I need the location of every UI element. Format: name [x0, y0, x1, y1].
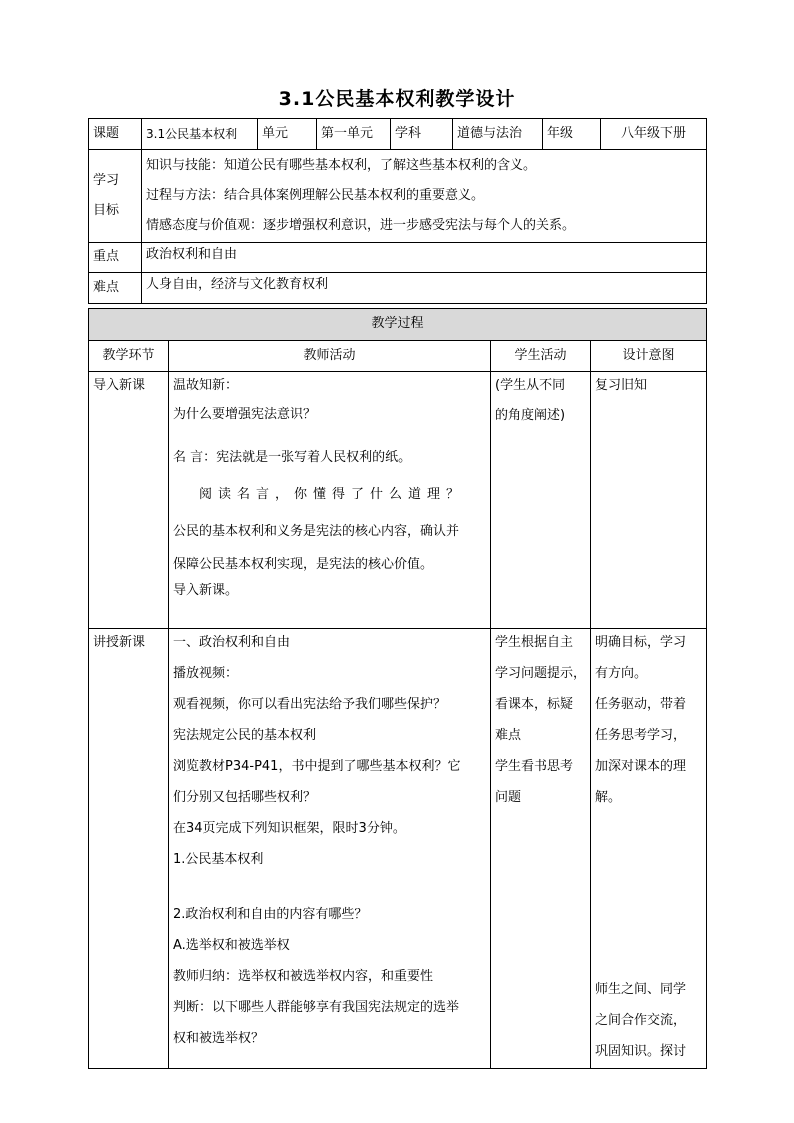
- key-point-value: 政治权利和自由: [142, 243, 707, 273]
- intro-student-line: (学生从不同: [495, 378, 566, 393]
- grade-value: 八年级下册: [601, 119, 707, 150]
- lecture-teacher-line: 在34页完成下列知识框架，限时3分钟。: [173, 821, 406, 836]
- intro-student: [491, 372, 591, 629]
- goals-row: [89, 150, 707, 243]
- lecture-teacher-line: 教师归纳：选举权和被选举权内容，和重要性: [173, 969, 434, 984]
- process-columns-row: [89, 341, 707, 372]
- intro-student-line: 的角度阐述): [495, 408, 566, 423]
- lecture-intent-line: 师生之间、同学: [595, 982, 687, 997]
- column-header: 学生活动: [491, 341, 591, 372]
- subject-label: 学科: [391, 119, 453, 150]
- info-header-row: [89, 119, 707, 150]
- unit-label: 单元: [258, 119, 317, 150]
- lecture-student: [491, 629, 591, 1069]
- lecture-teacher-line: 权和被选举权？: [173, 1031, 265, 1046]
- course-value: 3.1公民基本权利: [142, 119, 258, 150]
- key-point-label: 重点: [89, 243, 142, 273]
- goals-label-line-1: 学习: [93, 173, 120, 188]
- lecture-teacher: [169, 629, 491, 1069]
- lecture-intent-line: 解。: [595, 790, 622, 805]
- lecture-intent-line: 之间合作交流，: [595, 1013, 687, 1028]
- lecture-teacher-line: 一、政治权利和自由: [173, 635, 291, 650]
- lecture-teacher-line: 判断：以下哪些人群能够享有我国宪法规定的选举: [173, 1000, 460, 1015]
- lecture-teacher-line: 播放视频：: [173, 666, 239, 681]
- key-point-row: [89, 243, 707, 273]
- lecture-teacher-line: A.选举权和被选举权: [173, 938, 290, 953]
- lecture-teacher-line: 1.公民基本权利: [173, 852, 264, 867]
- intro-teacher-line: 为什么要增强宪法意识？: [173, 407, 317, 422]
- intro-teacher-line: 温故知新：: [173, 378, 239, 393]
- subject-value: 道德与法治: [453, 119, 543, 150]
- lecture-student-line: 学生看书思考: [495, 759, 574, 774]
- process-heading-row: [89, 309, 707, 341]
- lecture-teacher-line: 浏览教材P34-P41，书中提到了哪些基本权利？它: [173, 759, 461, 774]
- lecture-student-line: 问题: [495, 790, 522, 805]
- course-label: 课题: [89, 119, 142, 150]
- difficulty-value: 人身自由，经济与文化教育权利: [142, 273, 707, 304]
- goals-content: [142, 150, 707, 243]
- intro-row: [89, 372, 707, 629]
- column-header: 教师活动: [169, 341, 491, 372]
- goals-label: [89, 150, 142, 243]
- lecture-row: [89, 629, 707, 1069]
- intro-teacher: [169, 372, 491, 629]
- lecture-teacher-line: 们分别又包括哪些权利？: [173, 790, 317, 805]
- unit-value: 第一单元: [317, 119, 391, 150]
- column-header: 教学环节: [89, 341, 169, 372]
- document-title: 3.1公民基本权利教学设计: [278, 88, 516, 110]
- lecture-intent-line: 任务思考学习，: [595, 728, 687, 743]
- grade-label: 年级: [543, 119, 601, 150]
- lecture-student-line: 学习问题提示，: [495, 666, 587, 681]
- intro-teacher-line: 公民的基本权利和义务是宪法的核心内容，确认并: [173, 524, 460, 539]
- goals-label-line-2: 目标: [93, 203, 120, 218]
- intro-teacher-line: 阅读名言，你懂得了什么道理？: [199, 487, 466, 502]
- lecture-intent-line: 加深对课本的理: [595, 759, 687, 774]
- lecture-intent-line: 任务驱动，带着: [595, 697, 687, 712]
- intro-teacher-line: 导入新课。: [173, 583, 239, 598]
- process-heading: 教学过程: [89, 309, 707, 341]
- difficulty-row: [89, 273, 707, 304]
- lecture-student-line: 难点: [495, 728, 522, 743]
- goal-line: 知识与技能：知道公民有哪些基本权利，了解这些基本权利的含义。: [146, 158, 537, 173]
- intro-intent: [591, 372, 707, 629]
- lecture-intent: [591, 629, 707, 1069]
- lecture-intent-line: 明确目标，学习: [595, 635, 687, 650]
- intro-teacher-line: 名 言：宪法就是一张写着人民权利的纸。: [173, 450, 412, 465]
- lecture-intent-line: 巩固知识。探讨: [595, 1044, 687, 1059]
- process-table: [88, 308, 707, 1069]
- lecture-student-line: 学生根据自主: [495, 635, 574, 650]
- lecture-stage: 讲授新课: [89, 629, 169, 1069]
- intro-stage: 导入新课: [89, 372, 169, 629]
- intent-spacer: [595, 821, 702, 982]
- goal-line: 情感态度与价值观：逐步增强权利意识，进一步感受宪法与每个人的关系。: [146, 218, 576, 233]
- lecture-teacher-line: 2.政治权利和自由的内容有哪些？: [173, 907, 368, 922]
- intro-intent-line: 复习旧知: [595, 378, 648, 393]
- intro-teacher-line: 保障公民基本权利实现，是宪法的核心价值。: [173, 557, 434, 572]
- column-header: 设计意图: [591, 341, 707, 372]
- difficulty-label: 难点: [89, 273, 142, 304]
- lecture-teacher-line: 宪法规定公民的基本权利: [173, 728, 317, 743]
- info-table: [88, 118, 707, 304]
- lecture-intent-line: 有方向。: [595, 666, 648, 681]
- lecture-teacher-line: [173, 883, 486, 907]
- lecture-student-line: 看课本，标疑: [495, 697, 574, 712]
- lecture-teacher-line: 观看视频，你可以看出宪法给予我们哪些保护？: [173, 697, 447, 712]
- goal-line: 过程与方法：结合具体案例理解公民基本权利的重要意义。: [146, 188, 485, 203]
